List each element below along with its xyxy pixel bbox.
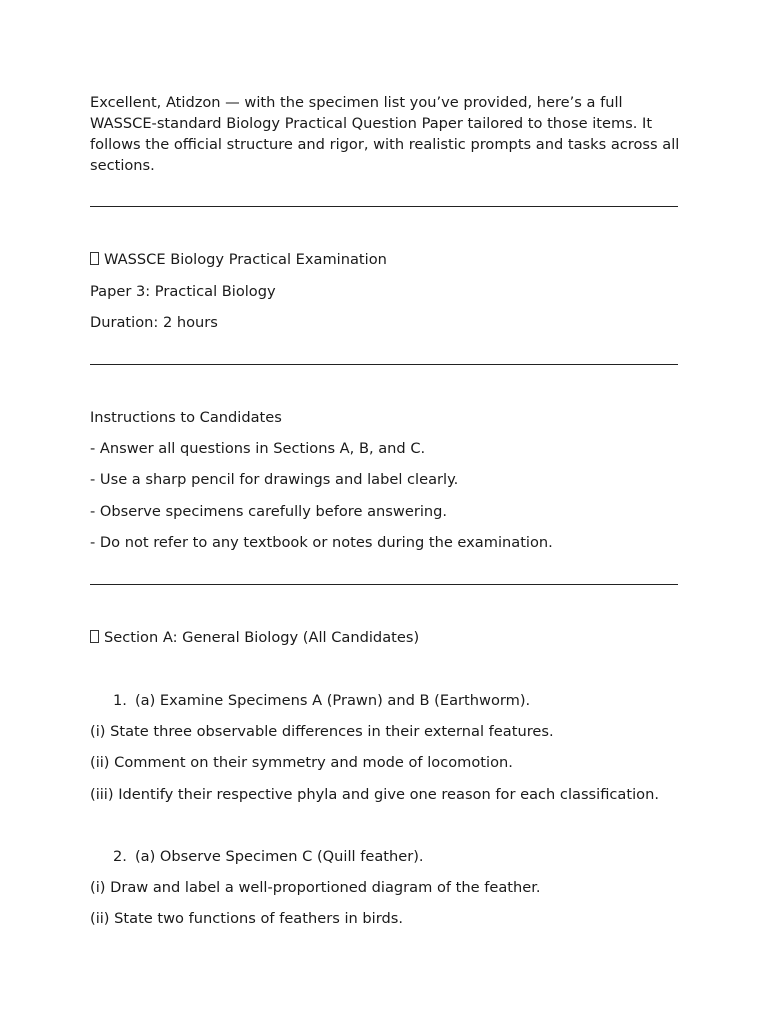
section-a-heading-text: Section A: General Biology (All Candidates) (104, 629, 420, 646)
question-1 (90, 691, 530, 711)
duration-label: Duration: 2 hours (90, 314, 218, 331)
question-2 (90, 847, 424, 867)
question-text: (a) Observe Specimen C (Quill feather). (134, 848, 424, 865)
divider (90, 206, 678, 207)
section-a-heading (90, 628, 419, 648)
question-number: 1. (113, 692, 127, 709)
instruction-item: - Answer all questions in Sections A, B, and C. (90, 440, 426, 457)
question-part: (i) State three observable differences in their external features. (90, 723, 554, 740)
question-number: 2. (113, 848, 127, 865)
question-part: (i) Draw and label a well-proportioned diagram of the feather. (90, 879, 541, 896)
question-part: (ii) State two functions of feathers in birds. (90, 910, 403, 927)
question-part: (iii) Identify their respective phyla and give one reason for each classification. (90, 786, 659, 803)
question-part: (ii) Comment on their symmetry and mode of locomotion. (90, 754, 513, 771)
instruction-item: - Do not refer to any textbook or notes during the examination. (90, 534, 553, 551)
instructions-heading: Instructions to Candidates (90, 409, 282, 426)
paper-label: Paper 3: Practical Biology (90, 283, 276, 300)
divider (90, 364, 678, 365)
instruction-item: - Observe specimens carefully before answering. (90, 503, 448, 520)
question-text: (a) Examine Specimens A (Prawn) and B (Earthworm). (134, 692, 531, 709)
placeholder-glyph-icon (90, 252, 99, 265)
placeholder-glyph-icon (90, 630, 99, 643)
exam-title-text: WASSCE Biology Practical Examination (104, 251, 387, 268)
instruction-item: - Use a sharp pencil for drawings and label clearly. (90, 471, 459, 488)
divider (90, 584, 678, 585)
intro-paragraph: Excellent, Atidzon — with the specimen list you’ve provided, here’s a full WASSCE-standard Biology Practical Question Paper tailored to those items. It follows the official structure and rigor, with realistic prompts and tasks across all sections. (90, 94, 680, 174)
exam-title (90, 250, 387, 270)
